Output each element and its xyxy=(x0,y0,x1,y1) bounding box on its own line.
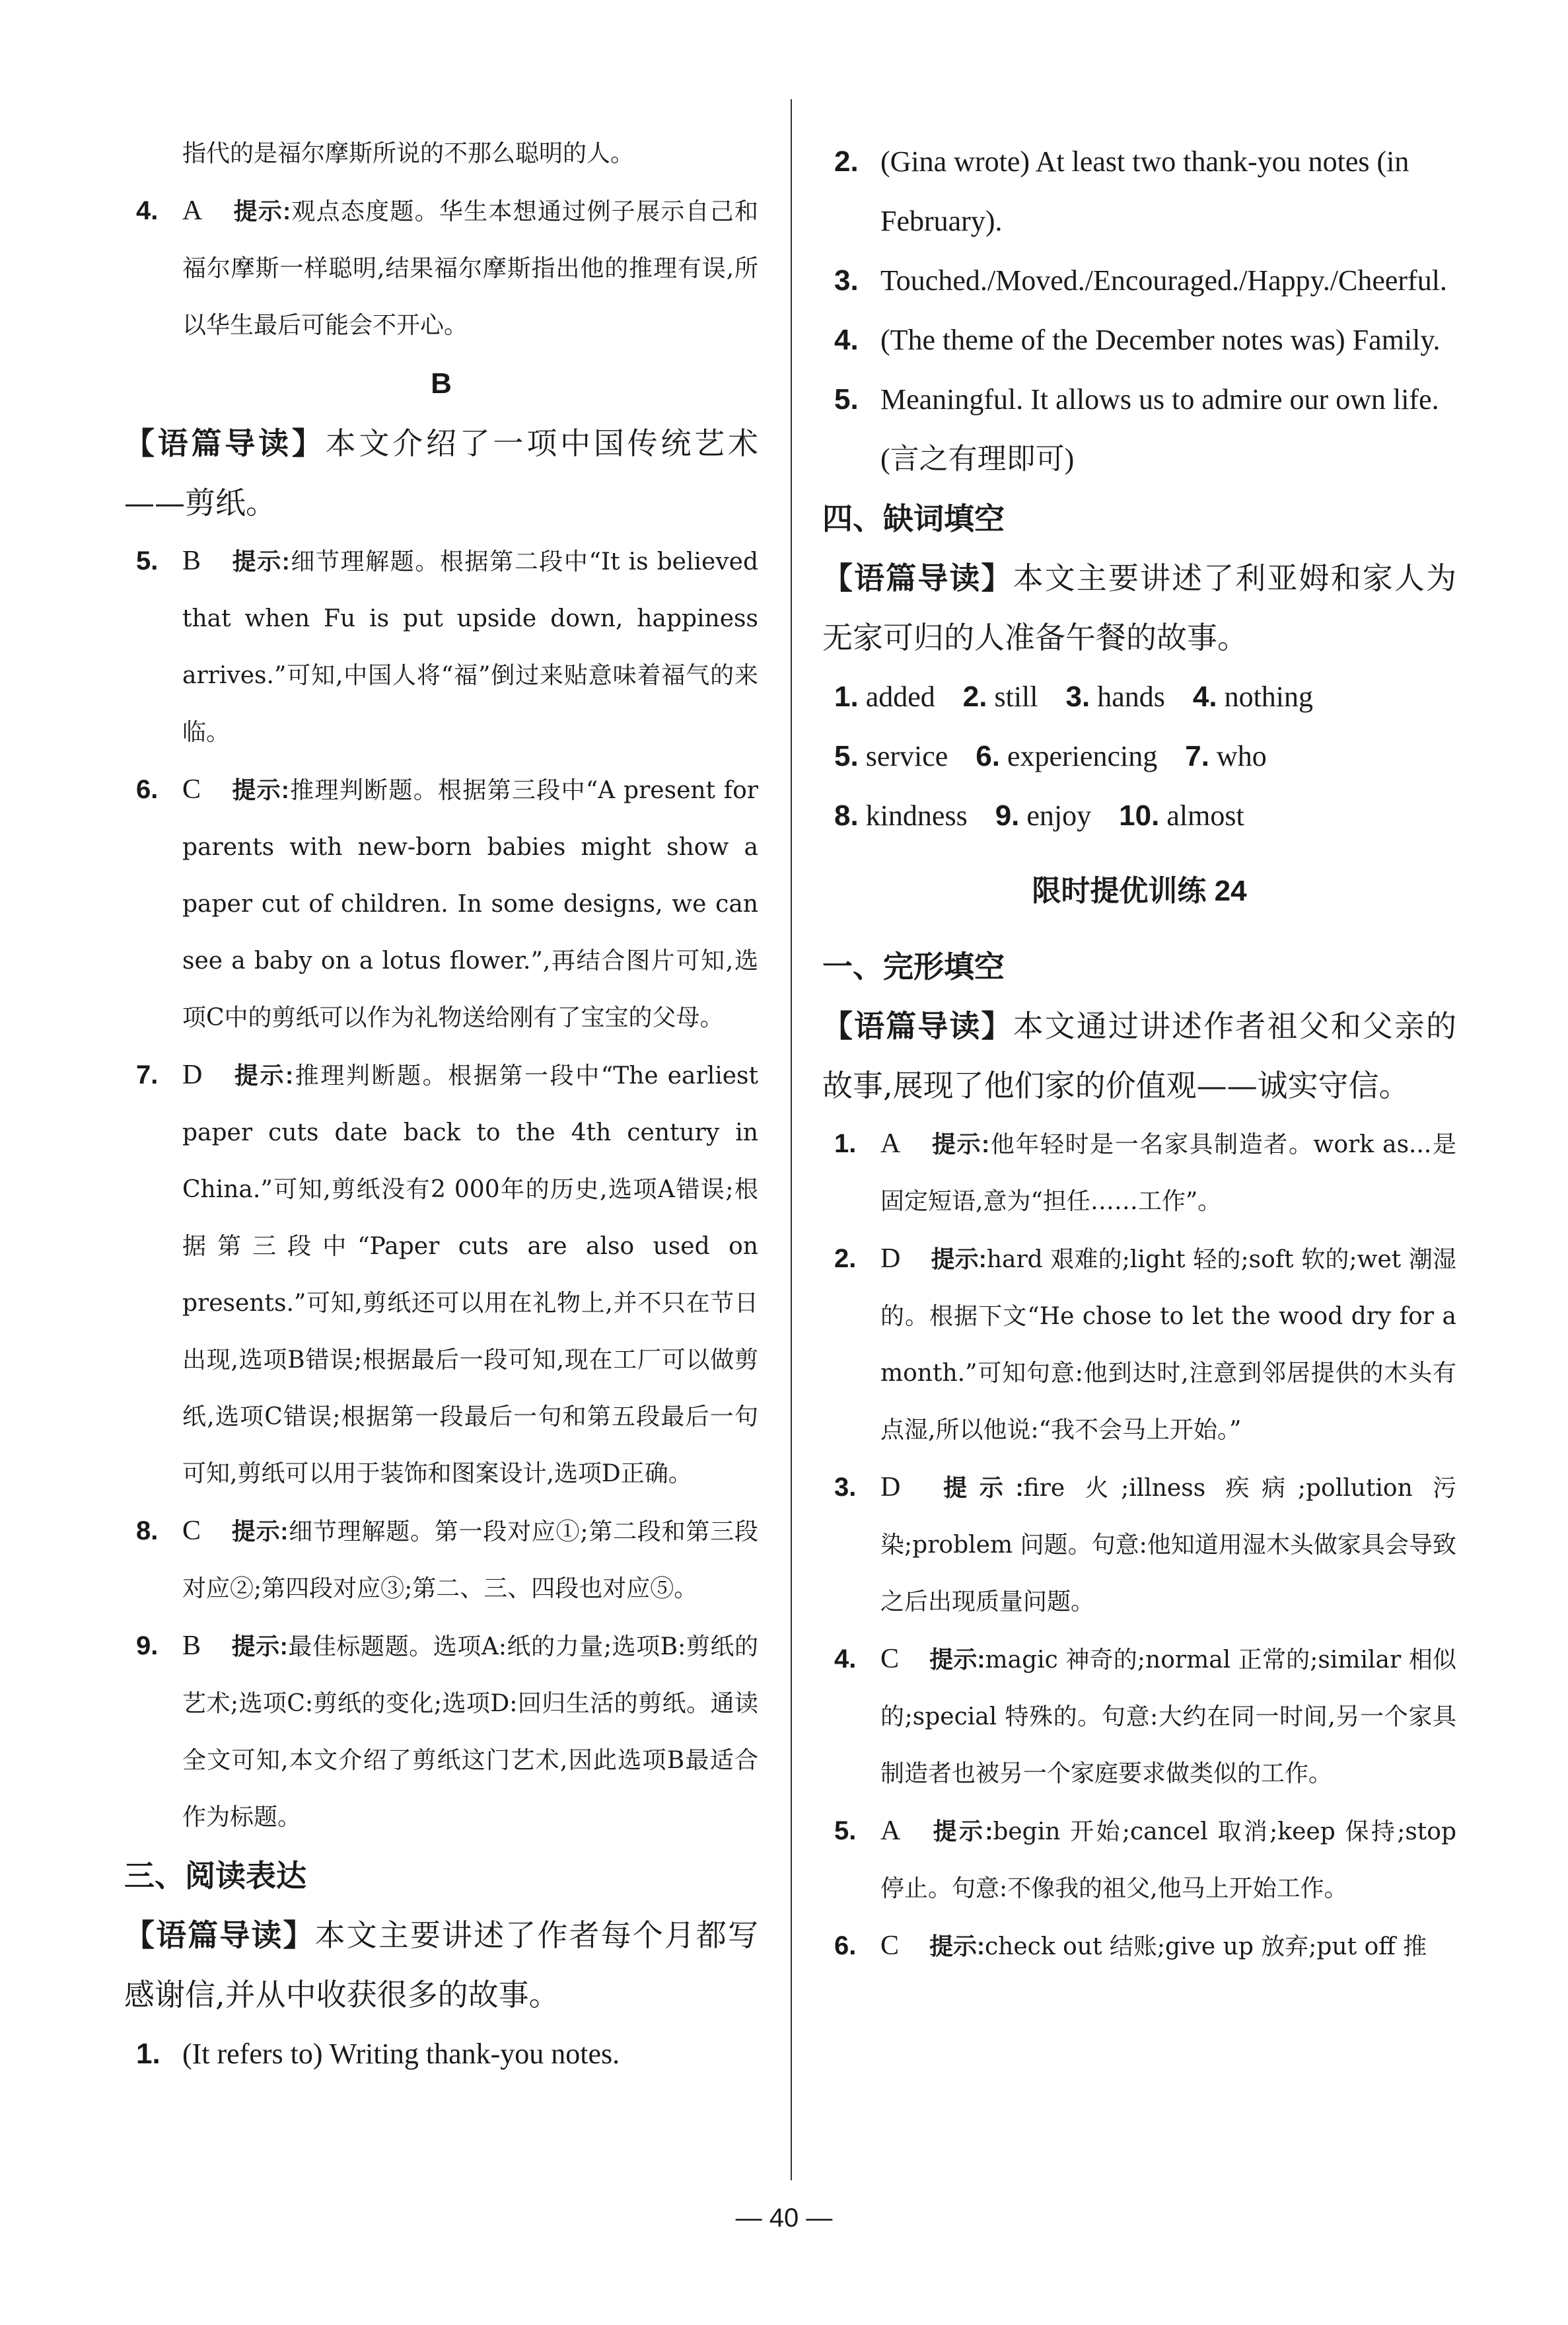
hint-text: begin 开始;cancel 取消;keep 保持;stop 停止。句意:不像我的祖父,他马上开始工作。 xyxy=(880,1818,1456,1902)
hint-label: 提示: xyxy=(931,1818,993,1845)
answer-7 xyxy=(124,1047,758,1502)
guide-b xyxy=(124,414,758,533)
guide-4 xyxy=(822,548,1456,667)
right-column xyxy=(822,132,1456,1975)
cloze-answer-5 xyxy=(822,1802,1456,1917)
hint-text: 他年轻时是一名家具制造者。work as...是固定短语,意为“担任……工作”。 xyxy=(880,1131,1456,1215)
answer-9 xyxy=(124,1617,758,1846)
guide-label: 【语篇导读】 xyxy=(822,561,1013,595)
continued-line: 指代的是福尔摩斯所说的不那么聪明的人。 xyxy=(182,140,635,167)
cloze-answer-3 xyxy=(822,1459,1456,1631)
answer-option: C xyxy=(182,774,201,805)
answer-text: Meaningful. It allows us to admire our own life.(言之有理即可) xyxy=(880,383,1439,475)
guide-label: 【语篇导读】 xyxy=(822,1009,1013,1043)
reading-answer-4 xyxy=(822,311,1456,370)
guide-3 xyxy=(124,1905,758,2024)
hint-text: fire 火;illness 疾病;pollution 污染;problem 问题。句意:他知道用湿木头做家具会导致之后出现质量问题。 xyxy=(880,1475,1456,1615)
answer-5 xyxy=(124,533,758,761)
hint-text: 细节理解题。根据第二段中“It is believed that when Fu is put upside down, happiness arrives.”可知,中国人将“福”倒过来贴意味着福气的来临。 xyxy=(182,548,758,746)
section-3-heading: 三、阅读表达 xyxy=(124,1859,306,1893)
section-b-heading: B xyxy=(431,367,452,400)
guide-label: 【语篇导读】 xyxy=(124,426,326,461)
word-item: 2. still xyxy=(962,681,1038,713)
guide-text: 本文通过讲述作者祖父和父亲的故事,展现了他们家的价值观——诚实守信。 xyxy=(822,1008,1457,1103)
answer-option: A xyxy=(880,1128,901,1159)
answer-text: (It refers to) Writing thank-you notes. xyxy=(182,2038,620,2070)
guide-text: 本文主要讲述了作者每个月都写感谢信,并从中收获很多的故事。 xyxy=(124,1917,759,2012)
cloze-answer-6 xyxy=(822,1917,1456,1975)
word-item: 5. service xyxy=(834,740,948,772)
question-number: 1. xyxy=(834,1129,857,1158)
answer-text: (Gina wrote) At least two thank-you notes (in February). xyxy=(880,145,1409,237)
hint-label: 提示: xyxy=(231,548,290,575)
question-number: 1. xyxy=(136,2038,160,2070)
word-item: 9. enjoy xyxy=(995,799,1092,832)
guide-text: 本文主要讲述了利亚姆和家人为无家可归的人准备午餐的故事。 xyxy=(822,560,1457,655)
hint-label: 提示: xyxy=(232,1062,294,1089)
answer-text: (The theme of the December notes was) Family. xyxy=(880,324,1441,356)
hint-label: 提示: xyxy=(929,1933,985,1960)
question-number: 5. xyxy=(834,383,859,416)
hint-text: 细节理解题。第一段对应①;第二段和第三段对应②;第四段对应③;第二、三、四段也对应⑤。 xyxy=(182,1518,758,1602)
answer-8 xyxy=(124,1502,758,1617)
word-row-2 xyxy=(822,727,1456,786)
word-item: 10. almost xyxy=(1119,799,1244,832)
cloze-answer-1 xyxy=(822,1115,1456,1230)
answer-option: C xyxy=(880,1644,900,1674)
question-number: 3. xyxy=(834,1473,857,1502)
left-column xyxy=(124,126,758,2084)
hint-text: hard 艰难的;light 轻的;soft 软的;wet 潮湿的。根据下文“He chose to let the wood dry for a month.”可知句意:他到达时,注意到邻居提供的木头有点湿,所以他说:“我不会马上开始。” xyxy=(880,1246,1456,1444)
guide-label: 【语篇导读】 xyxy=(124,1918,315,1952)
answer-option: D xyxy=(880,1472,901,1502)
question-number: 6. xyxy=(834,1931,857,1960)
question-number: 4. xyxy=(834,324,859,356)
question-number: 5. xyxy=(136,546,159,575)
hint-label: 提示: xyxy=(929,1646,985,1673)
reading-answer-2 xyxy=(822,132,1456,251)
section-4-heading: 四、缺词填空 xyxy=(822,501,1005,536)
answer-text: Touched./Moved./Encouraged./Happy./Cheerful. xyxy=(880,264,1447,297)
question-number: 2. xyxy=(834,1244,857,1273)
word-row-3 xyxy=(822,786,1456,846)
question-number: 6. xyxy=(136,775,159,804)
hint-label: 提示: xyxy=(232,198,291,225)
question-number: 4. xyxy=(834,1644,857,1674)
reading-answer-1 xyxy=(124,2024,758,2084)
hint-label: 提示: xyxy=(231,1518,289,1545)
answer-option: C xyxy=(182,1516,201,1546)
hint-label: 提示: xyxy=(931,1474,1024,1501)
cloze-answer-2 xyxy=(822,1230,1456,1459)
word-row-1 xyxy=(822,667,1456,727)
answer-option: B xyxy=(182,546,201,576)
hint-label: 提示: xyxy=(931,1245,987,1273)
hint-label: 提示: xyxy=(231,1633,288,1660)
hint-label: 提示: xyxy=(931,1130,990,1158)
answer-option: B xyxy=(182,1631,201,1661)
word-item: 3. hands xyxy=(1065,681,1165,713)
page-number: — 40 — xyxy=(735,2203,833,2233)
hint-text: check out 结账;give up 放弃;put off 推 xyxy=(985,1933,1427,1960)
question-number: 4. xyxy=(136,196,159,225)
answer-option: D xyxy=(880,1243,901,1274)
hint-text: 最佳标题题。选项A:纸的力量;选项B:剪纸的艺术;选项C:剪纸的变化;选项D:回归生活的剪纸。通读全文可知,本文介绍了剪纸这门艺术,因此选项B最适合作为标题。 xyxy=(182,1633,758,1831)
column-divider xyxy=(791,99,792,2180)
answer-option: A xyxy=(880,1816,901,1846)
question-number: 3. xyxy=(834,264,859,297)
hint-text: 推理判断题。根据第一段中“The earliest paper cuts date back to the 4th century in China.”可知,剪纸没有2 000年的历史,选项A错误;根据第三段中“Paper cuts are also used on presents.”可知,剪纸还可以用在礼物上,并不只在节日出现,选项B错误;根据最后一段可知,现在工厂可以做剪纸,选项C错误;根据第一段最后一句和第五段最后一句可知,剪纸可以用于装饰和图案设计,选项D正确。 xyxy=(182,1062,758,1487)
hint-text: magic 神奇的;normal 正常的;similar 相似的;special 特殊的。句意:大约在同一时间,另一个家具制造者也被另一个家庭要求做类似的工作。 xyxy=(880,1646,1456,1787)
reading-answer-3 xyxy=(822,251,1456,311)
guide-1 xyxy=(822,996,1456,1115)
question-number: 2. xyxy=(834,145,859,178)
answer-6 xyxy=(124,761,758,1047)
question-number: 5. xyxy=(834,1816,857,1845)
cloze-answer-4 xyxy=(822,1631,1456,1802)
reading-answer-5 xyxy=(822,370,1456,489)
word-item: 1. added xyxy=(834,681,935,713)
hint-text: 观点态度题。华生本想通过例子展示自己和福尔摩斯一样聪明,结果福尔摩斯指出他的推理有误,所以华生最后可能会不开心。 xyxy=(182,198,758,339)
hint-label: 提示: xyxy=(231,776,289,803)
word-item: 8. kindness xyxy=(834,799,968,832)
question-number: 9. xyxy=(136,1631,159,1660)
guide-text: 本文介绍了一项中国传统艺术——剪纸。 xyxy=(124,425,759,521)
answer-4 xyxy=(124,182,758,354)
word-item: 4. nothing xyxy=(1192,681,1314,713)
hint-text: 推理判断题。根据第三段中“A present for parents with new-born babies might show a paper cut of children. In some designs, we can see a baby on a lotus flower.”,再结合图片可知,选项C中的剪纸可以作为礼物送给刚有了宝宝的父母。 xyxy=(182,777,758,1031)
question-number: 8. xyxy=(136,1516,159,1545)
section-1-heading: 一、完形填空 xyxy=(822,949,1005,984)
answer-option: D xyxy=(182,1060,203,1090)
answer-option: A xyxy=(182,196,203,226)
answer-option: C xyxy=(880,1931,900,1961)
training-title: 限时提优训练 24 xyxy=(1032,875,1247,907)
question-number: 7. xyxy=(136,1060,159,1089)
word-item: 6. experiencing xyxy=(976,740,1158,772)
word-item: 7. who xyxy=(1185,740,1267,772)
